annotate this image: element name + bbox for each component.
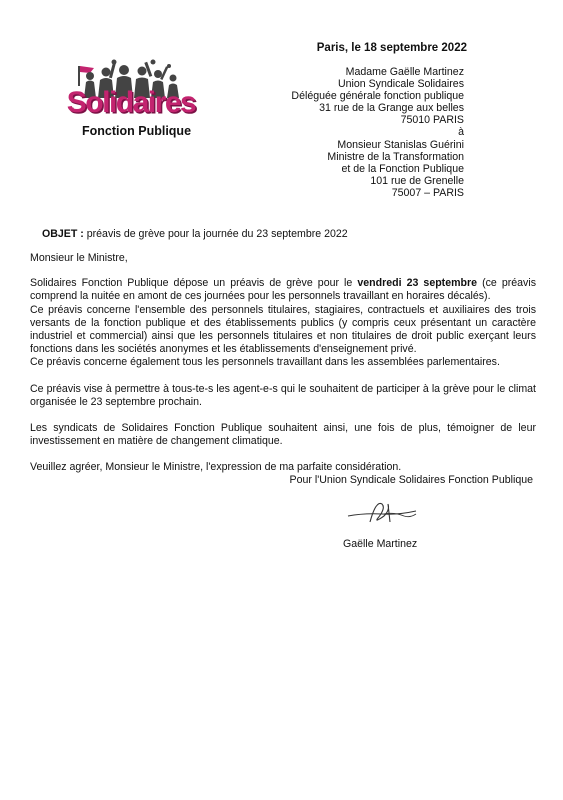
paragraph-text: Solidaires Fonction Publique dépose un préavis de grève pour le — [30, 277, 358, 290]
handwritten-signature — [344, 496, 424, 526]
paragraph: Ce préavis vise à permettre à tous-te-s les agent-e-s qui le souhaitent de participer à la grève pour le climat organisée le 23 septembre prochain. — [30, 382, 536, 408]
strike-date: vendredi 23 septembre — [357, 277, 478, 290]
address-line: Ministre de la Transformation — [327, 150, 464, 163]
address-line: Monsieur Stanislas Guérini — [337, 138, 464, 151]
address-line: 31 rue de la Grange aux belles — [319, 102, 464, 115]
subject-label: OBJET : — [42, 228, 84, 240]
signatory-name: Gaëlle Martinez — [343, 538, 418, 550]
closing-formula: Veuillez agréer, Monsieur le Ministre, l'expression de ma parfaite considération. — [30, 461, 402, 474]
salutation: Monsieur le Ministre, — [30, 252, 128, 264]
letter-subject — [42, 228, 348, 241]
closing-line: Pour l'Union Syndicale Solidaires Fonction Publique — [289, 474, 533, 486]
paragraph-text: (ce préavis comprend la nuitée en amont de ces journées pour les personnels travaillant en horaires décalés). — [30, 277, 536, 303]
letter-date: Paris, le 18 septembre 2022 — [316, 42, 467, 54]
address-block — [291, 66, 464, 199]
solidaires-logo — [60, 58, 200, 144]
subject-text: préavis de grève pour la journée du 23 septembre 2022 — [83, 228, 348, 240]
paragraph: Ce préavis concerne également tous les personnels travaillant dans les assemblées parlementaires. — [30, 356, 500, 369]
address-line: Madame Gaëlle Martinez — [345, 66, 464, 78]
address-line: à — [458, 126, 464, 139]
address-line: Déléguée générale fonction publique — [291, 90, 464, 103]
logo-subtitle: Fonction Publique — [82, 124, 192, 138]
address-line: Union Syndicale Solidaires — [337, 78, 464, 91]
address-line: et de la Fonction Publique — [341, 162, 464, 175]
letter-body — [30, 252, 536, 475]
paragraph: Les syndicats de Solidaires Fonction Publique souhaitent ainsi, une fois de plus, témoigner de leur investissement en matière de changement climatique. — [30, 422, 536, 448]
address-line: 75010 PARIS — [400, 114, 464, 127]
address-line: 75007 – PARIS — [391, 186, 464, 199]
address-line: 101 rue de Grenelle — [370, 174, 464, 187]
paragraph — [30, 277, 536, 303]
logo-wordmark: Solidaires — [66, 86, 196, 119]
paragraph: Ce préavis concerne l'ensemble des personnels titulaires, stagiaires, contractuels et auxiliaires des trois versants de la fonction publique et des établissements publics (y compris ceux présentant un caractère industriel et commercial) ainsi que les personnels titulaires et non titulaires de droit public exerçant leurs fonctions dans les sociétés anonymes et les établissements d'enseignement privé. — [30, 303, 536, 356]
